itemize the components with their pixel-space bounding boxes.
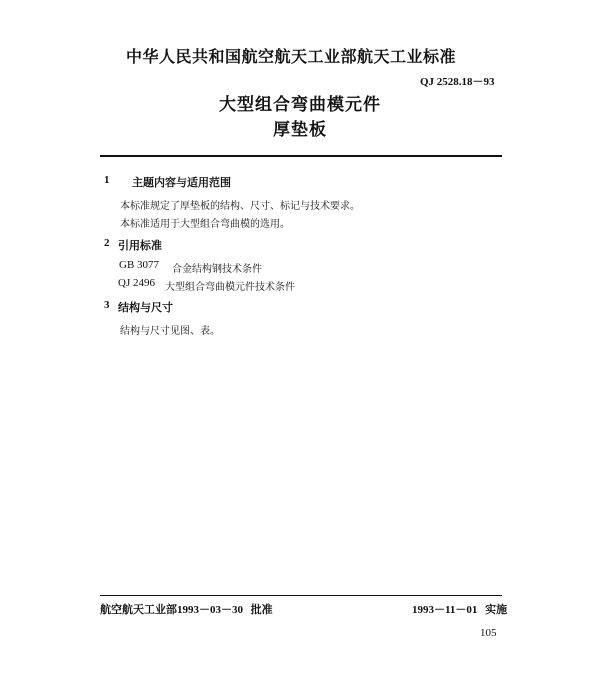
section-1-number: 1 [104, 174, 110, 186]
implementation-date: 1993－11－01 [412, 604, 478, 616]
approval-date: 1993－03－30 [177, 604, 243, 616]
reference-2-name: 大型组合弯曲模元件技术条件 [165, 282, 295, 293]
reference-2-code: QJ 2496 [118, 277, 155, 289]
page-number: 105 [480, 627, 497, 639]
section-1-title: 主题内容与适用范围 [132, 176, 231, 189]
section-3-title: 结构与尺寸 [118, 301, 173, 314]
section-2-title: 引用标准 [118, 239, 162, 252]
header-divider [100, 155, 502, 157]
section-1-paragraph-1: 本标准规定了厚垫板的结构、尺寸、标记与技术要求。 [120, 201, 360, 212]
document-title: 大型组合弯曲模元件 [219, 95, 381, 115]
section-3-paragraph-1: 结构与尺寸见图、表。 [120, 326, 220, 337]
section-3-number: 3 [104, 299, 110, 311]
implementation-line [412, 601, 507, 617]
section-1-paragraph-2: 本标准适用于大型组合弯曲模的选用。 [120, 219, 290, 230]
approver: 航空航天工业部 [100, 603, 177, 616]
document-subtitle: 厚垫板 [273, 120, 327, 140]
issuing-authority-header: 中华人民共和国航空航天工业部航天工业标准 [126, 47, 457, 66]
standard-number: QJ 2528.18－93 [420, 76, 495, 88]
reference-1-code: GB 3077 [119, 259, 160, 271]
approval-line [100, 601, 273, 617]
reference-1-name: 合金结构钢技术条件 [172, 264, 262, 275]
footer-divider [100, 595, 502, 596]
section-2-number: 2 [104, 237, 110, 249]
approval-label: 批准 [250, 603, 273, 616]
implementation-label: 实施 [485, 603, 508, 616]
